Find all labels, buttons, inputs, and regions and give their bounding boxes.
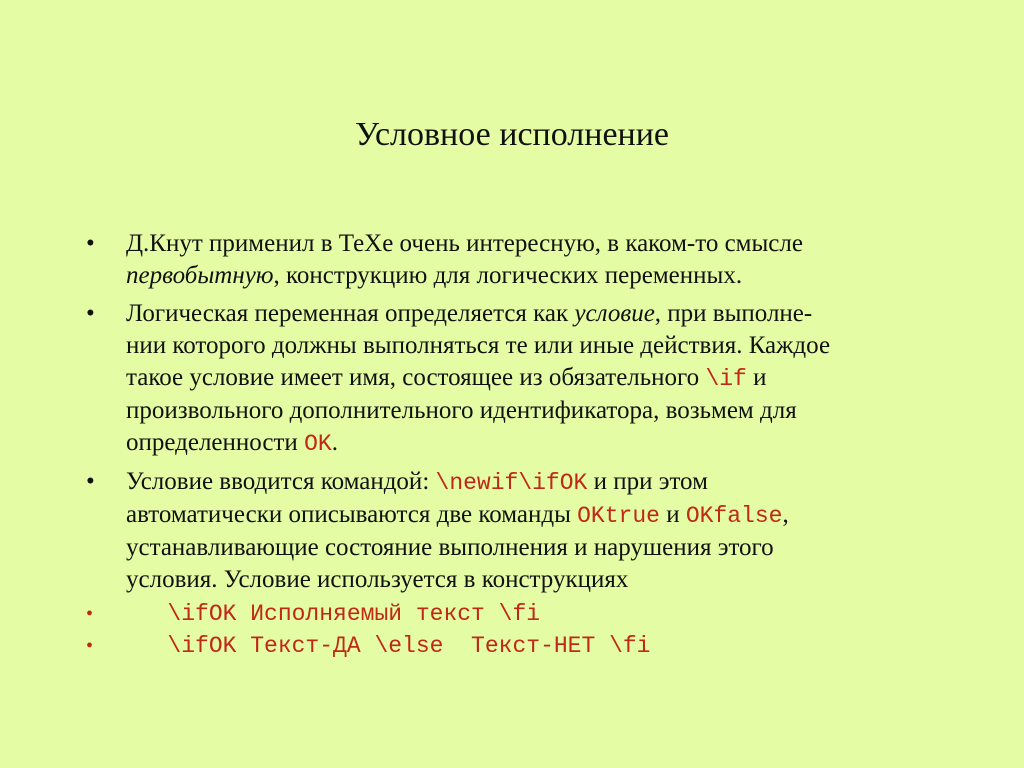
text-span: и — [666, 501, 680, 528]
text-line — [126, 330, 946, 362]
text-span: Логическая переменная определяется как — [126, 300, 569, 327]
text-span: устанавливающие состояние выполнения и нарушения этого — [126, 534, 774, 561]
list-item — [86, 228, 946, 292]
code-list-item — [86, 630, 946, 662]
code-token: OK — [304, 431, 332, 457]
list-item-text — [126, 228, 946, 292]
bullet-icon: • — [86, 300, 95, 327]
text-span: , — [782, 501, 789, 528]
bullet-icon: • — [86, 603, 94, 625]
text-span: и — [753, 364, 767, 391]
text-line — [126, 466, 946, 499]
slide-title: Условное исполнение — [354, 116, 670, 153]
code-token: OKfalse — [685, 503, 783, 529]
text-span: определенности — [126, 429, 298, 456]
bullet-icon: • — [86, 635, 94, 657]
text-span: . — [331, 429, 338, 456]
bullet-icon: • — [86, 468, 95, 495]
code-token: OKtrue — [577, 503, 660, 529]
text-line — [126, 532, 946, 564]
text-span: такое условие имеет имя, состоящее из обязательного — [126, 364, 700, 391]
text-line — [126, 499, 946, 532]
code-token: \if — [705, 366, 747, 392]
text-line — [126, 228, 946, 260]
bullet-list — [86, 228, 946, 662]
italic-term: первобытную — [126, 262, 274, 289]
text-span: автоматически описываются две команды — [126, 501, 571, 528]
list-item-text — [126, 466, 946, 596]
text-line — [126, 564, 946, 596]
list-item — [86, 298, 946, 460]
text-line — [126, 260, 946, 292]
text-span: и при этом — [593, 468, 708, 495]
text-line — [126, 362, 946, 395]
list-item — [86, 466, 946, 596]
text-line — [126, 427, 946, 460]
text-span: нии которого должны выполняться те или иные действия. Каждое — [126, 332, 831, 359]
bullet-icon: • — [86, 230, 95, 257]
italic-term: условие — [574, 300, 655, 327]
text-span: Условие вводится командой: — [126, 468, 430, 495]
text-line — [126, 395, 946, 427]
code-list-item — [86, 598, 946, 630]
text-span: , при выполне- — [654, 300, 813, 327]
code-example-2: \ifOK Текст-ДА \else Текст-НЕТ \fi — [126, 633, 651, 659]
text-span: произвольного дополнительного идентификатора, возьмем для — [126, 397, 797, 424]
code-example-1: \ifOK Исполняемый текст \fi — [126, 601, 541, 627]
code-token: \newif\ifOK — [435, 470, 588, 496]
text-line — [126, 298, 946, 330]
text-span: , конструкцию для логических переменных. — [273, 262, 743, 289]
text-span: условия. Условие используется в конструкциях — [126, 566, 629, 593]
list-item-text — [126, 298, 946, 460]
text-span: Д.Кнут применил в ТеХе очень интересную, в каком-то смысле — [126, 230, 803, 257]
